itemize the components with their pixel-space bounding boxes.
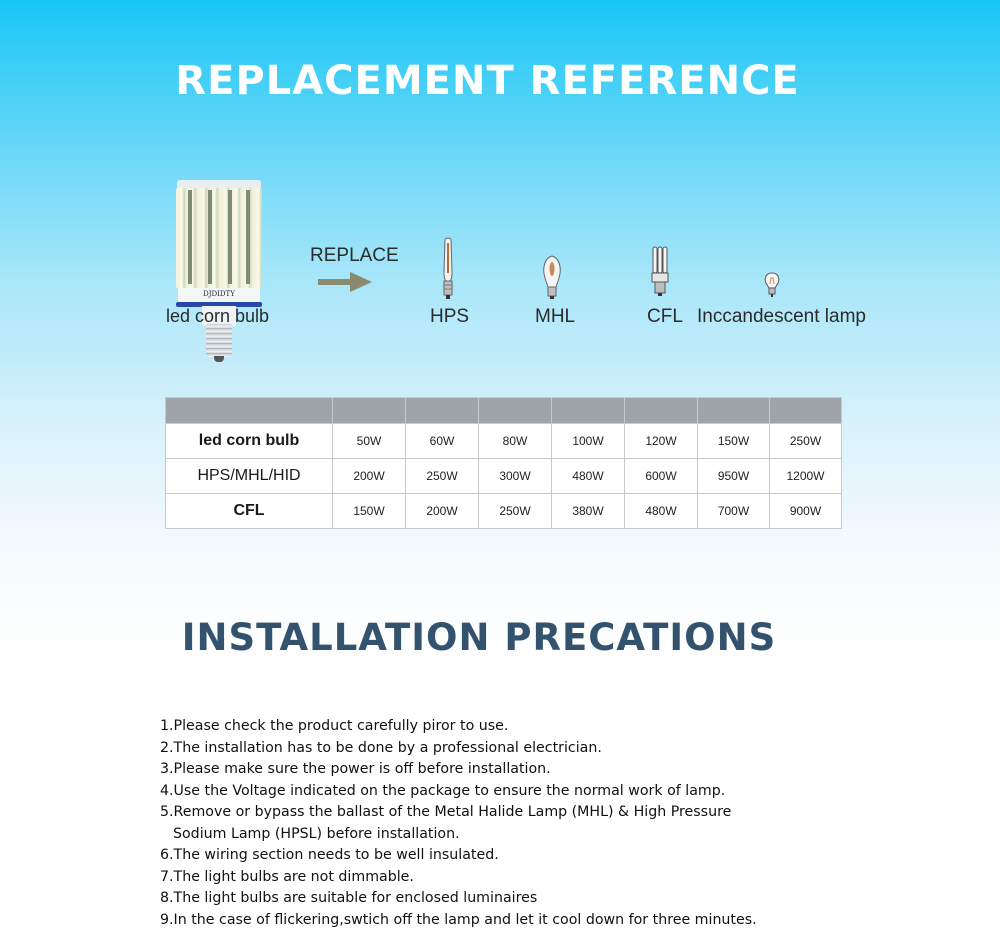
led-corn-bulb-image — [174, 180, 264, 365]
table-cell: 200W — [406, 494, 479, 529]
list-item — [160, 802, 757, 845]
precaution-text: 8.The light bulbs are suitable for enclosed luminaires — [160, 890, 538, 906]
replacement-table — [165, 397, 842, 529]
table-cell: 80W — [479, 424, 552, 459]
precaution-text: 4.Use the Voltage indicated on the package to ensure the normal work of lamp. — [160, 782, 726, 799]
precaution-text: 3.Please make sure the power is off before installation. — [160, 761, 551, 777]
table-row — [166, 459, 842, 494]
precaution-text: 1.Please check the product carefully piror to use. — [160, 718, 509, 734]
list-item — [160, 910, 757, 930]
installation-precautions-title: INSTALLATION PRECATIONS — [181, 616, 777, 659]
table-cell: 600W — [625, 459, 698, 494]
precaution-text: 2.The installation has to be done by a professional electrician. — [160, 739, 602, 756]
precaution-text: 6.The wiring section needs to be well insulated. — [160, 847, 499, 863]
table-cell: 150W — [698, 424, 770, 459]
table-cell: 250W — [479, 494, 552, 529]
table-header-row — [166, 398, 842, 424]
table-row — [166, 424, 842, 459]
table-cell: 50W — [333, 424, 406, 459]
list-item — [160, 867, 757, 889]
hps-label: HPS — [430, 306, 470, 327]
table-cell: 300W — [479, 459, 552, 494]
table-cell: 250W — [406, 459, 479, 494]
hps-lamp-icon — [438, 237, 458, 301]
list-item — [160, 738, 757, 760]
bulb-brand-mark: DJDIDTY — [203, 290, 235, 298]
table-row — [166, 494, 842, 529]
precautions-list — [160, 716, 757, 930]
replace-label: REPLACE — [310, 245, 399, 266]
table-cell: 380W — [552, 494, 625, 529]
cfl-label: CFL — [647, 306, 683, 327]
table-cell: 700W — [698, 494, 770, 529]
mhl-label: MHL — [535, 306, 576, 327]
list-item — [160, 781, 757, 803]
replacement-reference-title: REPLACEMENT REFERENCE — [175, 58, 800, 104]
table-cell: 900W — [770, 494, 842, 529]
table-cell: 480W — [625, 494, 698, 529]
table-cell: 60W — [406, 424, 479, 459]
list-item — [160, 888, 757, 910]
incandescent-label: Inccandescent lamp — [697, 306, 866, 327]
table-cell: 150W — [333, 494, 406, 529]
table-cell: 250W — [770, 424, 842, 459]
table-cell: 200W — [333, 459, 406, 494]
table-cell: 950W — [698, 459, 770, 494]
table-cell: 480W — [552, 459, 625, 494]
led-corn-bulb-label: led corn bulb — [166, 306, 270, 326]
precaution-text: 9.In the case of flickering,swtich off the lamp and let it cool down for three minutes. — [160, 911, 757, 928]
row-label: led corn bulb — [166, 424, 333, 459]
cfl-lamp-icon — [650, 246, 670, 298]
mhl-lamp-icon — [541, 255, 563, 301]
table-cell: 100W — [552, 424, 625, 459]
incandescent-lamp-icon — [763, 272, 781, 298]
precaution-text: 5.Remove or bypass the ballast of the Metal Halide Lamp (MHL) & High Pressure — [160, 804, 732, 820]
table-cell: 1200W — [770, 459, 842, 494]
precaution-text-continued: Sodium Lamp (HPSL) before installation. — [173, 825, 460, 842]
replace-arrow-icon — [318, 272, 374, 292]
precaution-text: 7.The light bulbs are not dimmable. — [160, 868, 414, 885]
row-label: CFL — [166, 494, 333, 529]
list-item — [160, 759, 757, 781]
table-cell: 120W — [625, 424, 698, 459]
list-item — [160, 845, 757, 867]
list-item — [160, 716, 757, 738]
row-label: HPS/MHL/HID — [166, 459, 333, 494]
